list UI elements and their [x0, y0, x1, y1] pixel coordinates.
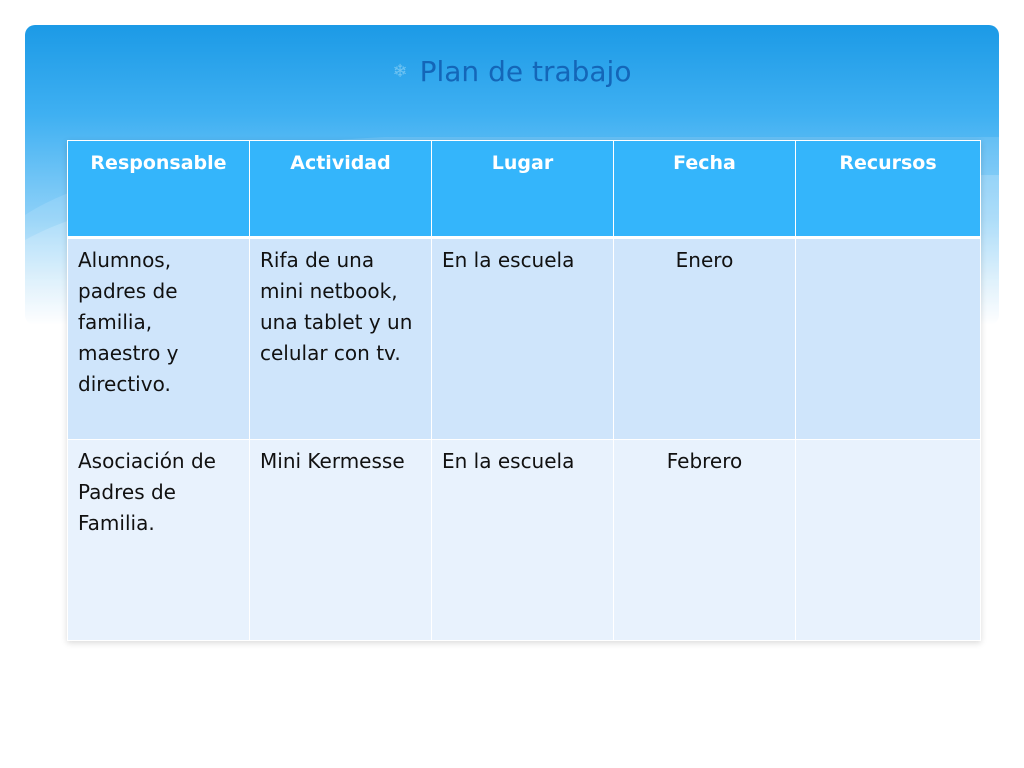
- column-header-lugar: Lugar: [432, 141, 614, 238]
- cell-responsable: Alumnos, padres de familia, maestro y directivo.: [68, 238, 250, 440]
- cell-lugar: En la escuela: [432, 238, 614, 440]
- column-header-fecha: Fecha: [614, 141, 796, 238]
- cell-lugar: En la escuela: [432, 440, 614, 641]
- column-header-recursos: Recursos: [796, 141, 981, 238]
- table-row: [68, 238, 981, 440]
- cell-recursos: [796, 238, 981, 440]
- slide-title: Plan de trabajo: [419, 55, 632, 88]
- column-header-responsable: Responsable: [68, 141, 250, 238]
- cell-fecha: Febrero: [614, 440, 796, 641]
- cell-actividad: Mini Kermesse: [250, 440, 432, 641]
- cell-fecha: Enero: [614, 238, 796, 440]
- cell-recursos: [796, 440, 981, 641]
- table-header-row: [68, 141, 981, 238]
- column-header-actividad: Actividad: [250, 141, 432, 238]
- slide-title-row: [0, 52, 1024, 96]
- table-row: [68, 440, 981, 641]
- work-plan-table: [67, 140, 981, 641]
- snowflake-bullet-icon: ❄: [392, 61, 408, 82]
- cell-actividad: Rifa de una mini netbook, una tablet y un celular con tv.: [250, 238, 432, 440]
- cell-responsable: Asociación de Padres de Familia.: [68, 440, 250, 641]
